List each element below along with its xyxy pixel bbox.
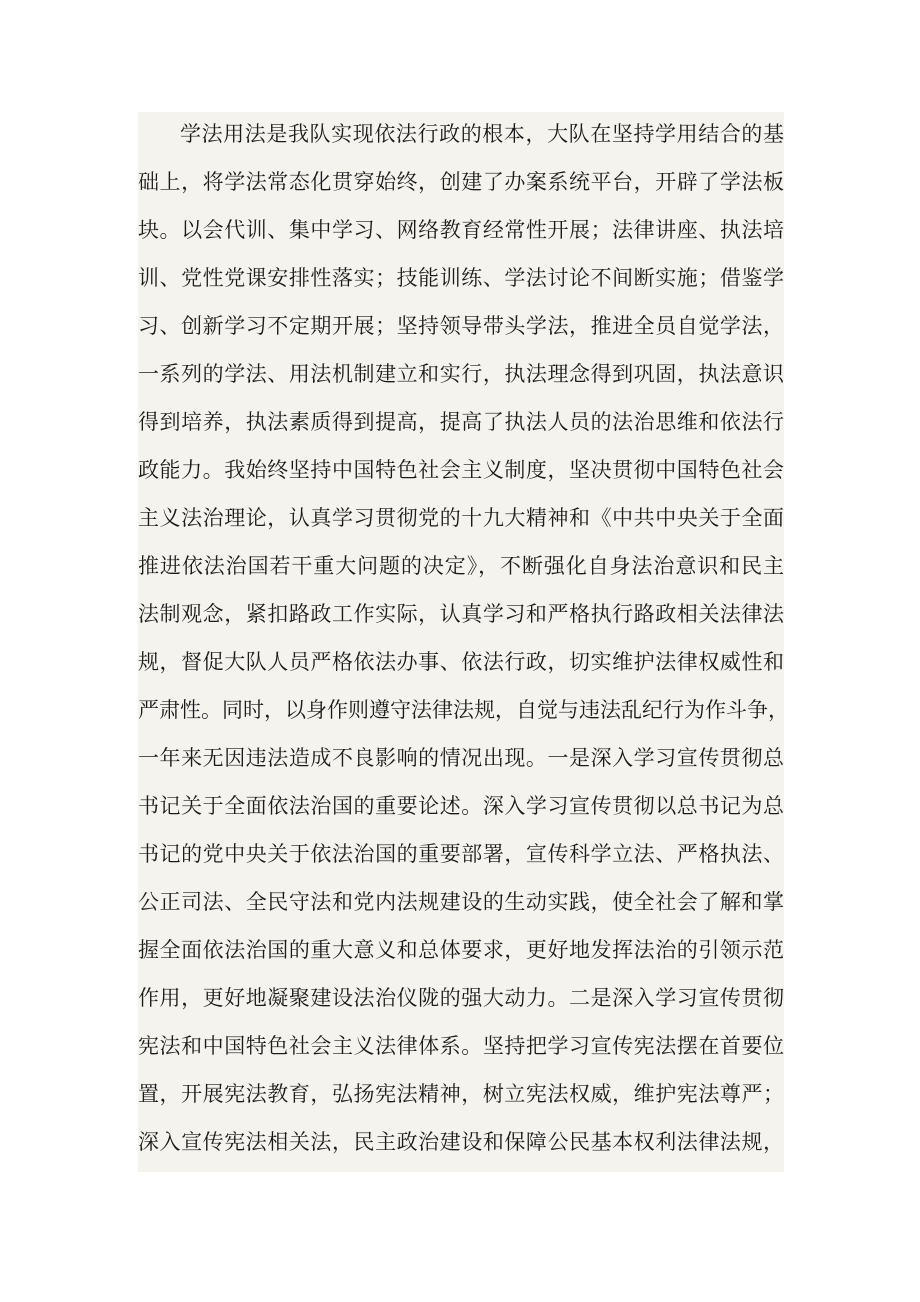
text-line: 训、党性党课安排性落实；技能训练、学法讨论不间断实施；借鉴学	[138, 266, 784, 290]
text-line: 习、创新学习不定期开展；坚持领导带头学法，推进全员自觉学法，	[138, 314, 784, 338]
text-line: 法制观念，紧扣路政工作实际，认真学习和严格执行路政相关法律法	[138, 602, 784, 626]
text-line: 推进依法治国若干重大问题的决定》，不断强化自身法治意识和民主	[138, 554, 784, 578]
text-line: 规，督促大队人员严格依法办事、依法行政，切实维护法律权威性和	[138, 650, 784, 674]
text-line: 政能力。我始终坚持中国特色社会主义制度，坚决贯彻中国特色社会	[138, 458, 784, 482]
text-line: 握全面依法治国的重大意义和总体要求，更好地发挥法治的引领示范	[138, 938, 784, 962]
text-line: 主义法治理论，认真学习贯彻党的十九大精神和《中共中央关于全面	[138, 506, 784, 530]
text-line: 一系列的学法、用法机制建立和实行，执法理念得到巩固，执法意识	[138, 362, 784, 386]
text-line: 书记关于全面依法治国的重要论述。深入学习宣传贯彻以总书记为总	[138, 794, 784, 818]
text-line: 严肃性。同时，以身作则遵守法律法规，自觉与违法乱纪行为作斗争，	[138, 698, 789, 722]
body-paragraph	[138, 112, 789, 1172]
text-line: 公正司法、全民守法和党内法规建设的生动实践，使全社会了解和掌	[138, 890, 784, 914]
text-line: 一年来无因违法造成不良影响的情况出现。一是深入学习宣传贯彻总	[138, 746, 784, 770]
text-line: 块。以会代训、集中学习、网络教育经常性开展；法律讲座、执法培	[138, 218, 784, 242]
text-line: 础上，将学法常态化贯穿始终，创建了办案系统平台，开辟了学法板	[138, 170, 784, 194]
text-line: 得到培养，执法素质得到提高，提高了执法人员的法治思维和依法行	[138, 410, 784, 434]
text-line: 置，开展宪法教育，弘扬宪法精神，树立宪法权威，维护宪法尊严；	[138, 1082, 784, 1106]
text-line: 宪法和中国特色社会主义法律体系。坚持把学习宣传宪法摆在首要位	[138, 1034, 784, 1058]
text-line: 作用，更好地凝聚建设法治仪陇的强大动力。二是深入学习宣传贯彻	[138, 986, 784, 1010]
text-line: 学法用法是我队实现依法行政的根本，大队在坚持学用结合的基	[180, 122, 784, 146]
text-line: 书记的党中央关于依法治国的重要部署，宣传科学立法、严格执法、	[138, 842, 784, 866]
text-line: 深入宣传宪法相关法，民主政治建设和保障公民基本权利法律法规，	[138, 1130, 784, 1154]
